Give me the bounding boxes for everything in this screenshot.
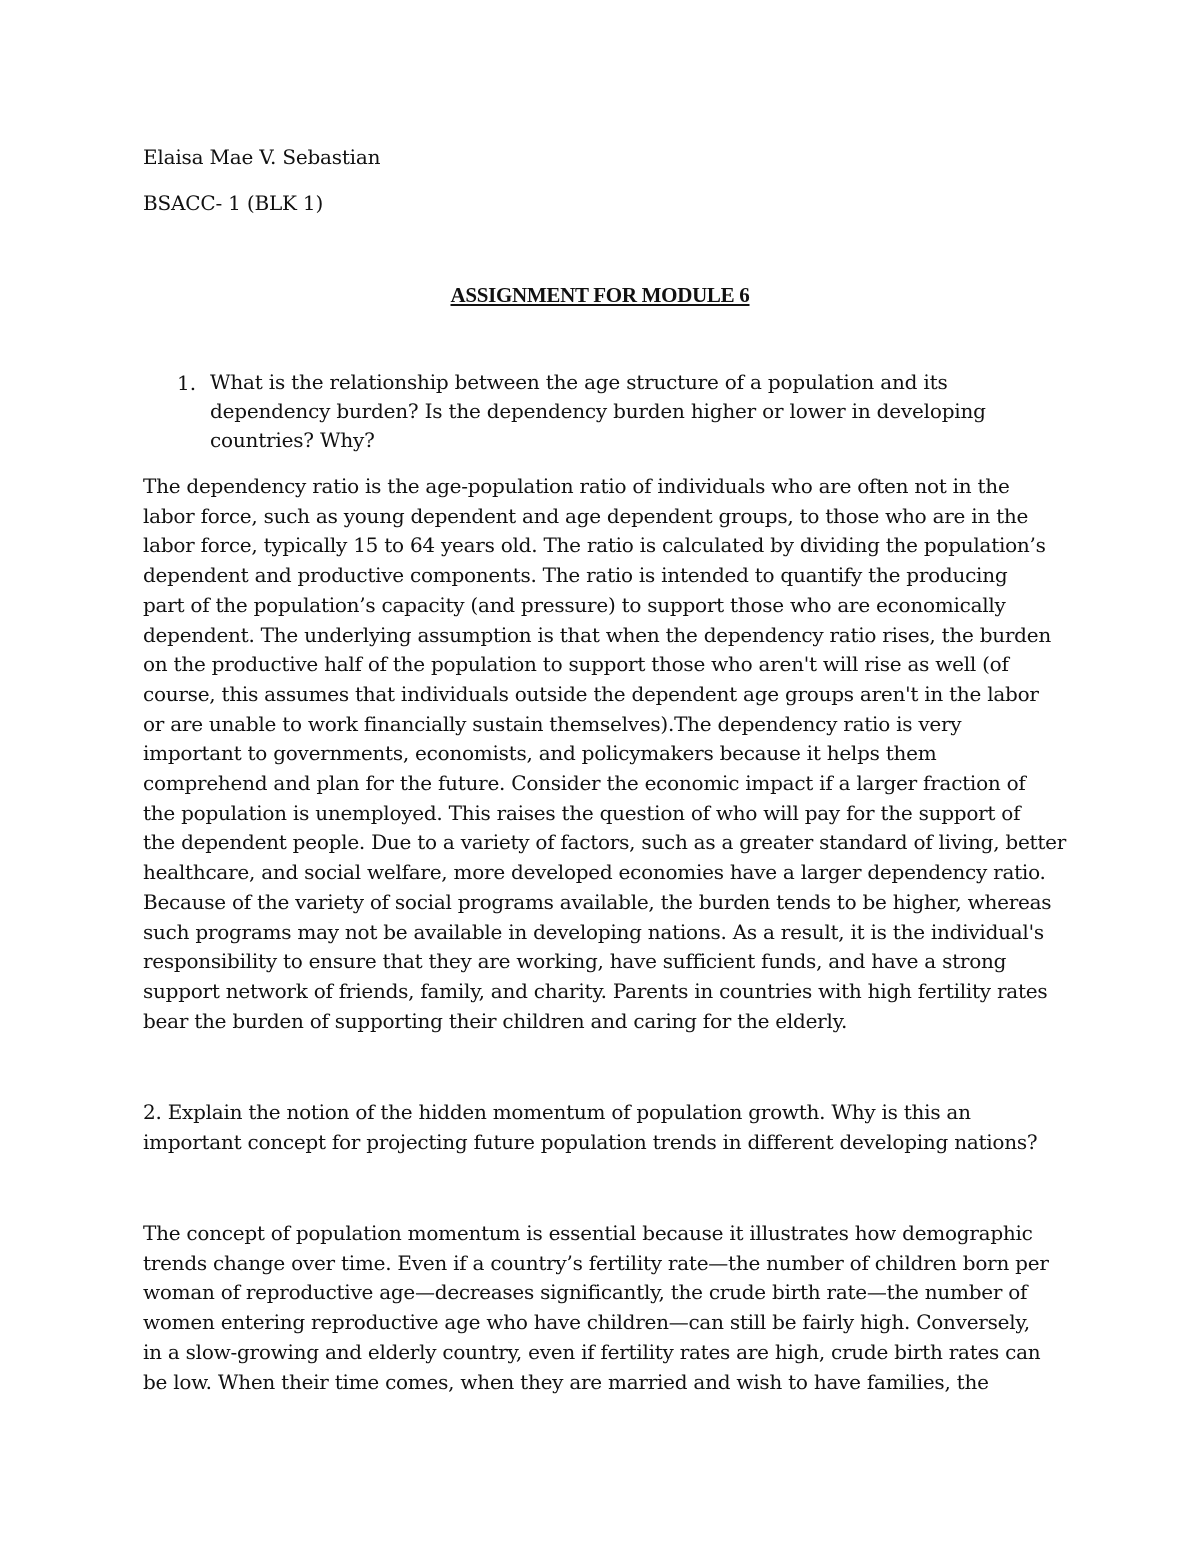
class-section: BSACC- 1 (BLK 1) — [143, 191, 324, 215]
answer-2-line: woman of reproductive age—decreases significantly, the crude birth rate—the number of — [143, 1280, 1028, 1305]
assignment-title: ASSIGNMENT FOR MODULE 6 — [450, 283, 750, 307]
answer-1-line: labor force, such as young dependent and age dependent groups, to those who are in the — [143, 503, 1029, 528]
answer-1-line: the dependent people. Due to a variety of factors, such as a greater standard of living, better — [143, 830, 1067, 855]
answer-1-line: dependent. The underlying assumption is that when the dependency ratio rises, the burden — [143, 622, 1051, 647]
answer-1-line: such programs may not be available in developing nations. As a result, it is the individual's — [143, 919, 1044, 944]
answer-1-line: responsibility to ensure that they are working, have sufficient funds, and have a strong — [143, 949, 1007, 974]
question-2-paragraph — [143, 1098, 1073, 1157]
answer-2-line: be low. When their time comes, when they are married and wish to have families, the — [143, 1369, 989, 1394]
question-1-line: countries? Why? — [210, 428, 375, 452]
question-1-line: What is the relationship between the age structure of a population and its — [210, 370, 948, 394]
answer-2-paragraph — [143, 1219, 1073, 1397]
answer-1-line: part of the population’s capacity (and pressure) to support those who are economically — [143, 592, 1006, 617]
answer-1-line: labor force, typically 15 to 64 years old. The ratio is calculated by dividing the population’s — [143, 533, 1046, 558]
answer-1-line: important to governments, economists, and policymakers because it helps them — [143, 741, 937, 766]
question-1-text — [210, 368, 1030, 455]
answer-1-line: the population is unemployed. This raises the question of who will pay for the support of — [143, 800, 1021, 825]
question-2-line: important concept for projecting future population trends in different developing nations? — [143, 1129, 1038, 1154]
answer-1-line: healthcare, and social welfare, more developed economies have a larger dependency ratio. — [143, 860, 1046, 885]
answer-2-line: The concept of population momentum is essential because it illustrates how demographic — [143, 1221, 1033, 1245]
answer-1-line: course, this assumes that individuals outside the dependent age groups aren't in the labor — [143, 681, 1039, 706]
answer-1-line: dependent and productive components. The ratio is intended to quantify the producing — [143, 563, 1008, 588]
answer-1-line: on the productive half of the population to support those who aren't will rise as well (of — [143, 652, 1009, 677]
answer-1-line: bear the burden of supporting their children and caring for the elderly. — [143, 1008, 848, 1033]
answer-1-line: support network of friends, family, and charity. Parents in countries with high fertility rates — [143, 978, 1048, 1003]
question-2-line: 2. Explain the notion of the hidden momentum of population growth. Why is this an — [143, 1100, 971, 1124]
answer-2-line: women entering reproductive age who have children—can still be fairly high. Conversely, — [143, 1310, 1030, 1335]
question-1-line: dependency burden? Is the dependency burden higher or lower in developing — [210, 399, 986, 423]
answer-1-line: or are unable to work financially sustain themselves).The dependency ratio is very — [143, 711, 962, 736]
answer-2-line: trends change over time. Even if a country’s fertility rate—the number of children born per — [143, 1250, 1049, 1275]
answer-1-line: Because of the variety of social programs available, the burden tends to be higher, whereas — [143, 889, 1052, 914]
student-name: Elaisa Mae V. Sebastian — [143, 145, 381, 169]
answer-1-paragraph — [143, 472, 1073, 1036]
answer-1-line: comprehend and plan for the future. Consider the economic impact if a larger fraction of — [143, 771, 1026, 796]
answer-2-line: in a slow-growing and elderly country, even if fertility rates are high, crude birth rates can — [143, 1339, 1041, 1364]
answer-1-line: The dependency ratio is the age-population ratio of individuals who are often not in the — [143, 474, 1010, 498]
question-1-number: 1. — [177, 371, 197, 395]
